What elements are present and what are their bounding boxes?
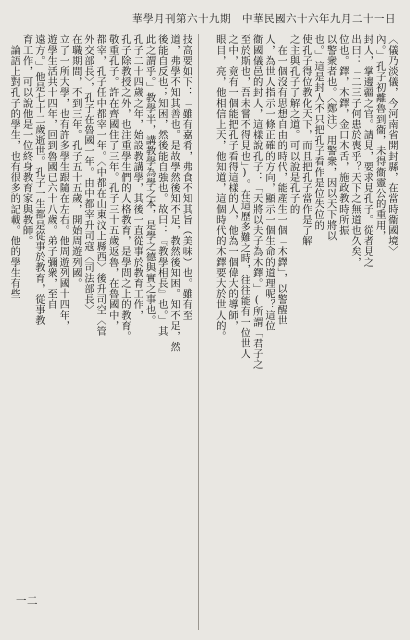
text-column: 以警衆者也。〈鄭注〉用警衆，因以天下將以 <box>324 34 337 241</box>
page-number: 一二 <box>16 595 38 607</box>
text-column: 也。」這是封人不只把孔子看作是位失位的 <box>312 34 325 231</box>
text-column: 外交部長〉，孔子在魯國一年。由中都宰升司寇〈司法部長〉 <box>82 34 95 315</box>
text-column: 至於斯也，吾未嘗不得見也」)。在這歷多難之時，往往能有一位世人 <box>238 34 251 359</box>
text-column: 此之謂乎。」教學半，講教學為學之本，是學之德與實之事也。 <box>143 34 156 326</box>
text-column: 立了一所大學，也有許多學生跟隨在左右。他周遊列國十四年， <box>57 34 70 331</box>
text-column: 封人，掌邊疆之官。請見，要求見孔子。從者見之 <box>361 34 374 268</box>
text-column: 衞國儀邑的封人，這樣說孔子：「天將以夫子為木鐸。」(所謂「君子之 <box>250 34 263 370</box>
text-column: 遊學生活共十四年，回到魯國已六十八歲。弟子彌衆，至自 <box>45 34 58 310</box>
text-column: 人，為世人指示一條正確的方向，顯示一個生命的道理呢？這位 <box>263 34 276 331</box>
journal-issue-header: 華學月刊第六十九期 中華民國六十六年九月二十一日 <box>132 13 396 25</box>
text-column: 在一個沒有思想自由的時代，能產生一個「木鐸」，以警醒世 <box>275 34 288 326</box>
text-column: 之中，竟有一個能把孔子看得這樣的人，他為一個偉大的導師， <box>226 34 239 331</box>
text-column: 後能自反也；知困，然後能自強也。故曰：『教學相長』也。」其 <box>155 34 168 337</box>
text-column: 位也。鐸，木鐸，金口木舌，施政教時所振 <box>336 34 349 236</box>
text-column: 之主與孔子了解之道。可以說是孔子的 <box>287 34 300 215</box>
text-column: 道，弗學不知其善也。是故學然後知不足，教然後知困。知不足，然 <box>168 34 181 352</box>
text-column: 在職期間，不到三年。孔子五十五歲，開始周遊列國。 <box>69 34 82 289</box>
text-column: 使孔子得位教化天下，而且把孔子當作是了解 <box>299 34 312 246</box>
text-column: 孔子二十四歲之年，始設教講學，其後一直從事於教育工作， <box>131 34 144 321</box>
text-column: 育工作，可以說他是一位終身教育家與教師。 <box>20 34 33 246</box>
text-column: 都宰，孔子任中都宰一年。〈中都在山東汶上縣西〉後升司空〈管 <box>94 34 107 337</box>
text-column: 眼目，亮，他相信上天，他知道，這個時代的木鐸要大於世人的。 <box>213 34 226 342</box>
text-column: 內。」孔子初離魯到衞，未得衞靈公的重用， <box>373 34 386 241</box>
text-column: 敬重孔子。許在齊國住了三年。孔子三十五歲返魯，在魯國中， <box>106 34 119 331</box>
text-column: 技高要如下：「雖有嘉肴，弗食不知其旨（美味）也。雖有至 <box>180 34 193 321</box>
right-text-block <box>214 34 398 632</box>
text-column: 遠方。」他是七十二歲逝世。孔子一生都是從事於教育，從事教 <box>32 34 45 326</box>
text-column: 孔子除教授之外，也注重學生們的人格教育，是學問之上的教育。 <box>118 34 131 342</box>
text-column: 出曰：「二三子何患於喪乎？天下之無道也久矣， <box>349 34 362 268</box>
text-column: 論語上對孔子的學生，也有很多的記載。他的學生有些 <box>8 34 21 299</box>
left-text-block <box>8 34 192 632</box>
text-column: 〈儀乃淡儀，今河南省開封縣，在當時衞國境〉 <box>386 34 398 257</box>
column-divider <box>198 34 199 630</box>
